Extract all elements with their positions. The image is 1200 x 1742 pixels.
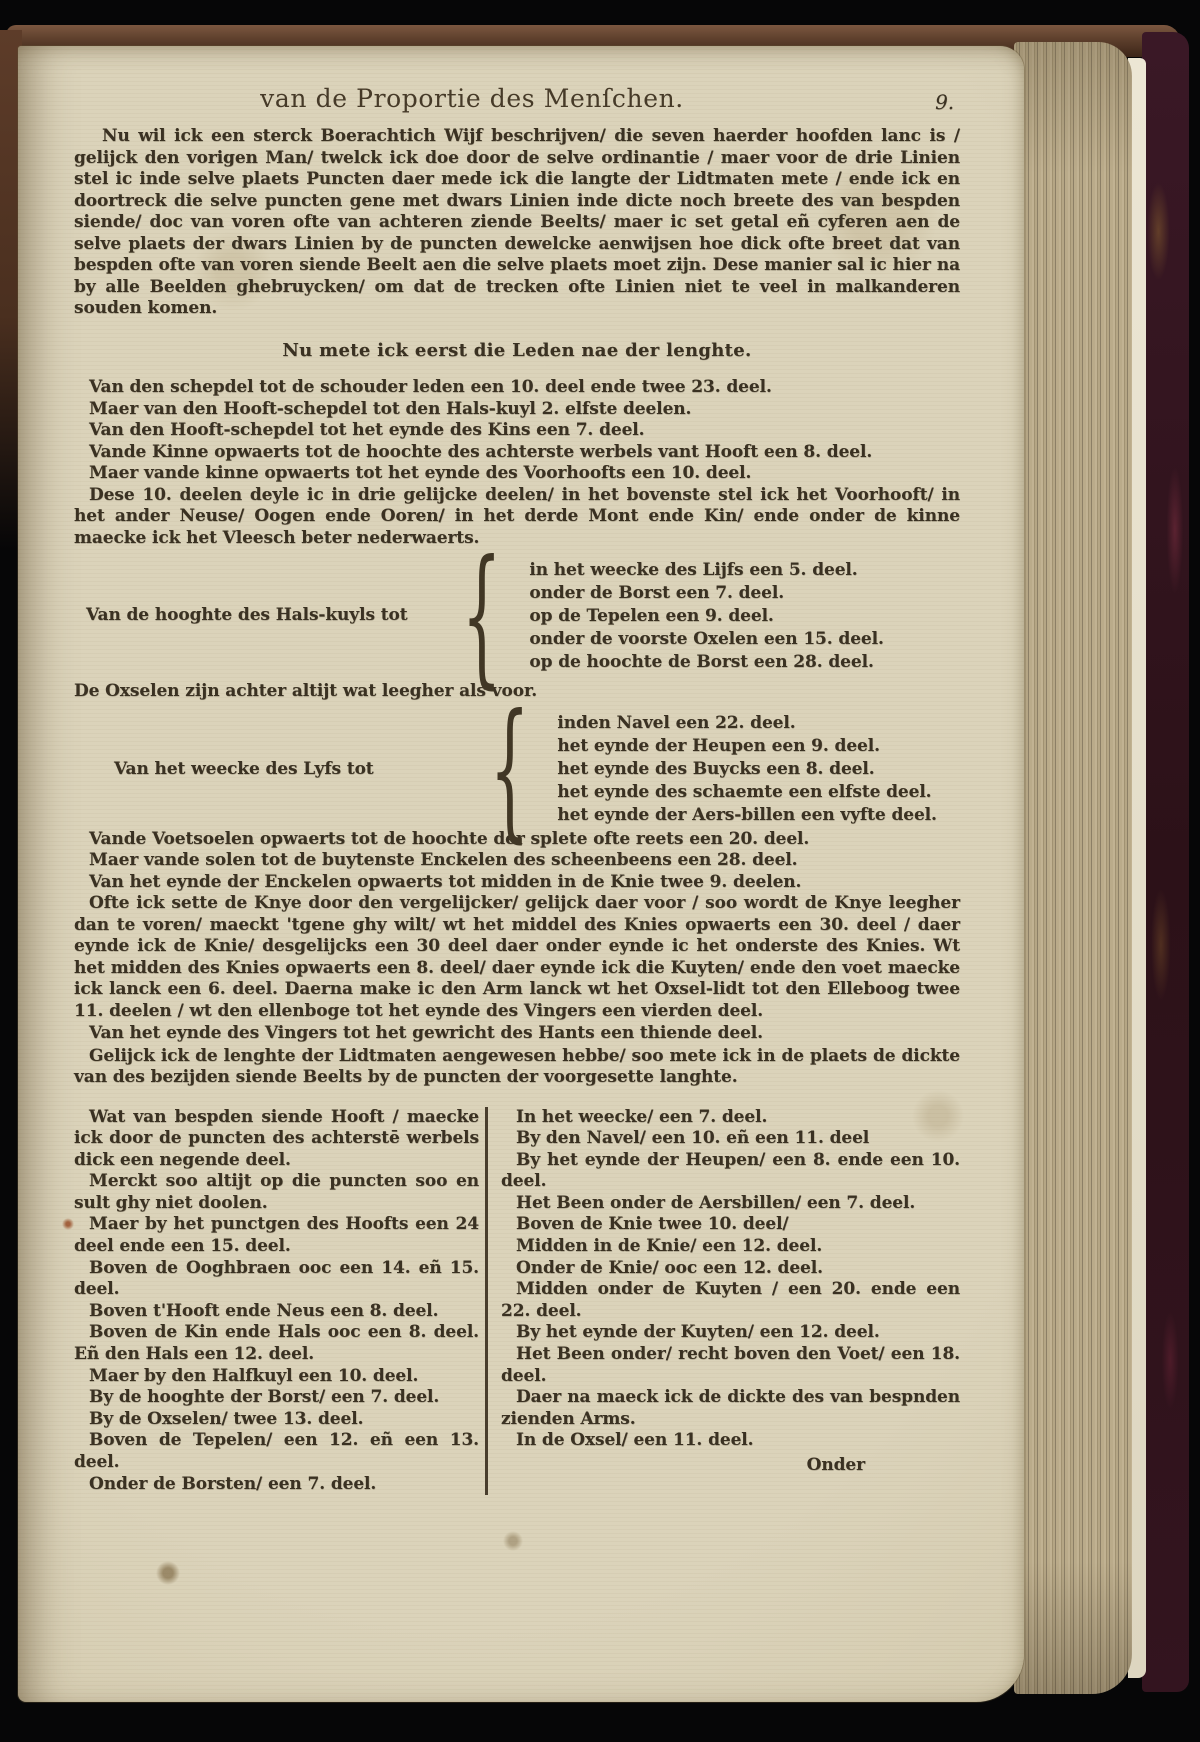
column-entry: Boven de Tepelen/ een 12. eñ een 13. deel.: [74, 1430, 479, 1472]
measure-line: Maer vande solen tot de buytenste Enckelen des scheenbeens een 28. deel.: [89, 850, 798, 870]
brace-item: inden Navel een 22. deel.: [557, 713, 796, 733]
intro-paragraph: Nu wil ick een sterck Boerachtich Wijf beschrijven/ die seven haerder hoofden lanc is / gelijck den vorigen Man/ twelck ick doe door de selve ordinantie / maer voor de drie Linien stel ic inde selve plaets Puncten daer mede ick die langte der Lidtmaten mete / ende ick en doortreck die selve puncten gene met dwars Linien inde dicte noch breete des van bespden siende/ doc van voren ofte van achteren ziende Beelts/ maer ic set getal eñ cyferen aen de selve plaets der dwars Linien by de puncten dewelcke aenwijsen hoe dick ofte breet dat van bespden ofte van voren siende Beelt aen die selve plaets moet zijn. Dese manier sal ic hier na by alle Beelden ghebruycken/ om dat de trecken ofte Linien niet te veel in malkanderen souden komen.: [74, 126, 960, 318]
column-entry: Maer by den Halfkuyl een 10. deel.: [89, 1365, 419, 1386]
brace-item: het eynde des schaemte een elfste deel.: [557, 782, 932, 802]
two-column-section: [74, 1107, 960, 1496]
brace-item: op de hoochte de Borst een 28. deel.: [529, 651, 874, 672]
brace-item: het eynde des Buycks een 8. deel.: [557, 759, 875, 779]
right-column: [485, 1107, 960, 1496]
column-entry: Midden in de Knie/ een 12. deel.: [516, 1236, 823, 1257]
brace-item: onder de Borst een 7. deel.: [529, 582, 785, 603]
measure-line: Van den Hooft-schepdel tot het eynde des Kins een 7. deel.: [89, 420, 645, 440]
brace-label: Van de hooghte des Hals-kuyls tot: [86, 605, 408, 626]
column-entry: Midden onder de Kuyten / een 20. ende een 22. deel.: [501, 1279, 960, 1321]
column-entry: Boven t'Hooft ende Neus een 8. deel.: [89, 1300, 439, 1321]
column-entry: By het eynde der Kuyten/ een 12. deel.: [516, 1322, 880, 1343]
column-entry: By den Navel/ een 10. eñ een 11. deel: [516, 1128, 870, 1149]
oxselen-note: De Oxselen zijn achter altijt wat leegher als voor.: [74, 681, 538, 701]
finger-measure-line: Van het eynde des Vingers tot het gewricht des Hants een thiende deel.: [89, 1023, 763, 1043]
column-entry: In het weecke/ een 7. deel.: [516, 1106, 768, 1127]
brace-items: [557, 712, 960, 827]
brace-item: het eynde der Heupen een 9. deel.: [557, 736, 880, 756]
page-text-block: [74, 84, 960, 1495]
column-entry: By de hooghte der Borst/ een 7. deel.: [89, 1387, 440, 1408]
brace-item: op de Tepelen een 9. deel.: [529, 605, 774, 626]
column-entry: Boven de Kin ende Hals ooc een 8. deel. Eñ den Hals een 12. deel.: [74, 1322, 479, 1365]
column-entry: Merckt soo altijt op die puncten soo en sult ghy niet doolen.: [74, 1171, 479, 1213]
catchword: Onder: [806, 1455, 865, 1475]
measure-line: Maer vande kinne opwaerts tot het eynde des Voorhoofts een 10. deel.: [89, 463, 752, 483]
knee-arm-paragraph: Ofte ick sette de Knye door den vergelijcker/ gelijck daer voor / soo wordt de Knye leegher dan te voren/ maeckt 'tgene ghy wilt/ wt het middel des Knies opwaerts een 30. deel / daer eynde ick de Knie/ desgelijcks een 30 deel daer onder eynde ic het onderste des Knies. Wt het midden des Knies opwaerts een 8. deel/ daer eynde ick die Kuyten/ ende den voet maecke ick lanck een 6. deel. Daerna make ic den Arm lanck wt het Oxsel-lidt tot den Elleboog twee 11. deelen / wt den ellenboge tot het eynde des Vingers een vierden deel.: [74, 893, 960, 1021]
brace-item: in het weecke des Lijfs een 5. deel.: [529, 559, 858, 580]
column-entry: By het eynde der Heupen/ een 8. ende een 10. deel.: [501, 1149, 960, 1192]
brace-icon: {: [489, 682, 530, 857]
page-stack-fore-edge: [1014, 42, 1132, 1694]
column-entry: Onder de Borsten/ een 7. deel.: [89, 1473, 377, 1494]
brace-items: [529, 559, 960, 674]
brace-item: onder de voorste Oxelen een 15. deel.: [529, 628, 884, 649]
column-entry: By de Oxselen/ twee 13. deel.: [89, 1408, 364, 1429]
measure-line: Van het eynde der Enckelen opwaerts tot midden in de Knie twee 9. deelen.: [89, 871, 802, 892]
column-entry: In de Oxsel/ een 11. deel.: [516, 1430, 754, 1451]
measure-line: Vande Kinne opwaerts tot de hoochte des achterste werbels vant Hooft een 8. deel.: [89, 441, 873, 462]
brace-icon: {: [461, 529, 502, 703]
book-page: [18, 46, 1024, 1702]
column-entry: Maer by het punctgen des Hoofts een 24 deel ende een 15. deel.: [74, 1214, 479, 1257]
left-column: [74, 1107, 479, 1496]
page-number: 9.: [935, 90, 954, 114]
brace-label: Van het weecke des Lyfs tot: [114, 758, 374, 779]
right-column-entries: [501, 1107, 960, 1453]
marbled-cover-board: [1142, 32, 1189, 1692]
section-heading: Nu mete ick eerst die Leden nae der lenghte.: [282, 339, 752, 361]
column-entry: Wat van bespden siende Hooft / maecke ick door de puncten des achterstē werbels dick een negende deel.: [74, 1106, 479, 1170]
column-entry: Het Been onder de Aersbillen/ een 7. deel.: [516, 1192, 916, 1213]
measure-line: Vande Voetsoelen opwaerts tot de hoochte der splete ofte reets een 20. deel.: [89, 828, 810, 849]
closing-paragraph: Gelijck ick de lenghte der Lidtmaten aengewesen hebbe/ soo mete ick in de plaets de dickte van des bezijden siende Beelts by de puncten der voorgesette langhte.: [74, 1045, 960, 1087]
measure-line: Van den schepdel tot de schouder leden een 10. deel ende twee 23. deel.: [89, 377, 772, 397]
column-entry: Het Been onder/ recht boven den Voet/ een 18. deel.: [501, 1344, 960, 1386]
head-division-paragraph: Dese 10. deelen deyle ic in drie gelijcke deelen/ in het bovenste stel ick het Voorhooft/ in het ander Neuse/ Oogen ende Ooren/ in het derde Mont ende Kin/ ende onder de kinne maecke ick het Vleesch beter nederwaerts.: [74, 484, 960, 548]
measure-line: Maer van den Hooft-schepdel tot den Hals-kuyl 2. elfste deelen.: [89, 398, 692, 419]
page-header: [74, 84, 960, 122]
brace-item: het eynde der Aers-billen een vyfte deel.: [557, 805, 937, 825]
column-entry: Daer na maeck ick de dickte des van bespnden zienden Arms.: [501, 1387, 960, 1429]
column-entry: Boven de Knie twee 10. deel/: [516, 1214, 789, 1235]
length-measure-list: [74, 377, 960, 485]
running-title: van de Proportie des Menſchen.: [260, 84, 684, 113]
column-entry: Onder de Knie/ ooc een 12. deel.: [516, 1257, 823, 1278]
column-entry: Boven de Ooghbraen ooc een 14. eñ 15. deel.: [74, 1257, 479, 1300]
